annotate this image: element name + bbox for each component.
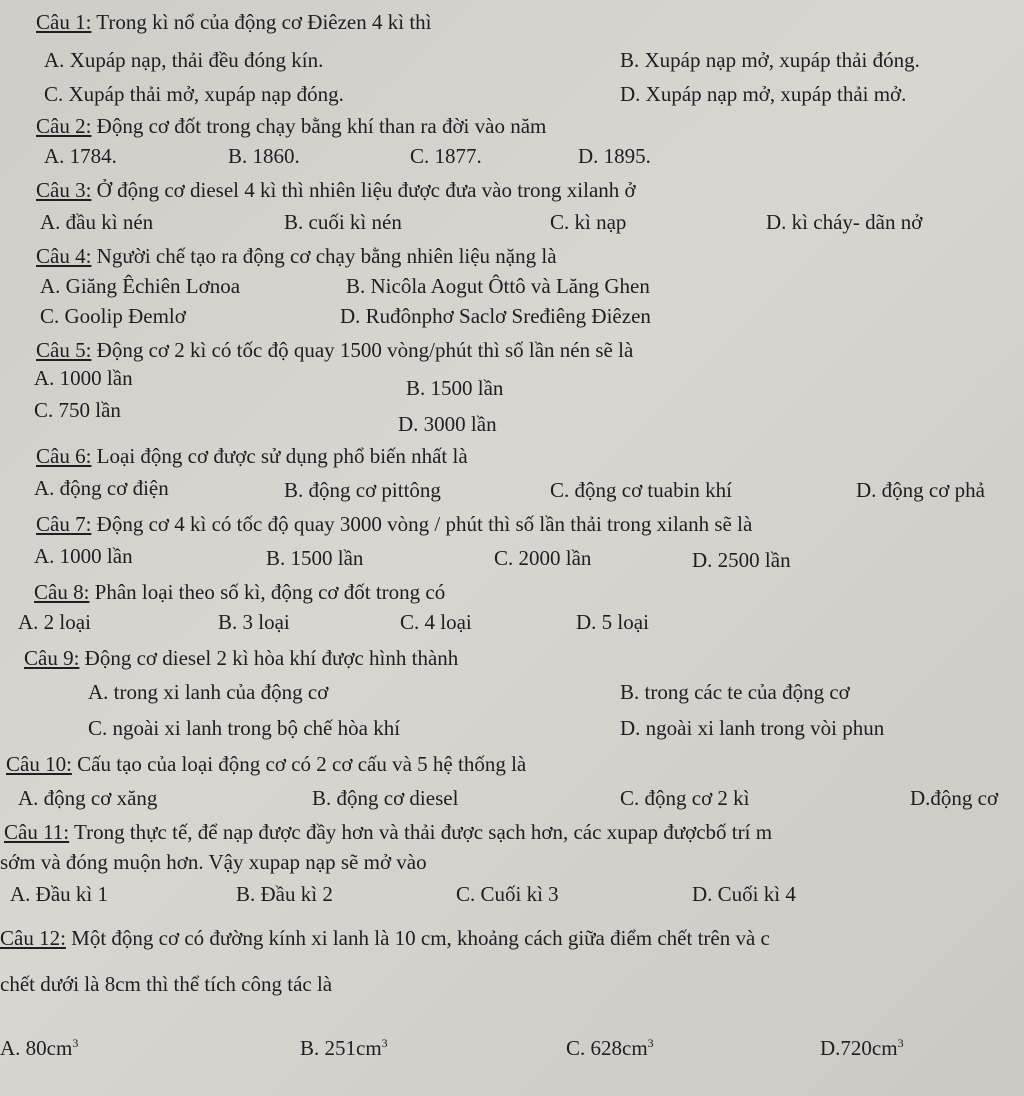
- q3-option-d: D. kì cháy- dãn nở: [766, 210, 923, 234]
- question-6: [36, 444, 468, 469]
- question-text: Trong kì nổ của động cơ Điêzen 4 kì thì: [91, 10, 432, 34]
- q3-option-a: A. đầu kì nén: [40, 210, 154, 234]
- question-text: Loại động cơ được sử dụng phổ biến nhất là: [91, 444, 468, 468]
- q2-option-a: A. 1784.: [44, 144, 117, 168]
- q7-option-a: A. 1000 lần: [34, 544, 133, 568]
- q8-option-a: A. 2 loại: [18, 610, 91, 634]
- option-text: D.720cm: [820, 1036, 898, 1060]
- q5-option-c: C. 750 lần: [34, 398, 121, 422]
- q10-option-c: C. động cơ 2 kì: [620, 786, 750, 810]
- option-text: B. 251cm: [300, 1036, 382, 1060]
- question-number: Câu 6:: [36, 444, 92, 468]
- q9-option-a: A. trong xi lanh của động cơ: [88, 680, 329, 704]
- question-2: [36, 114, 546, 139]
- q7-option-d: D. 2500 lần: [692, 548, 791, 572]
- q8-option-b: B. 3 loại: [218, 610, 290, 634]
- q11-option-d: D. Cuối kì 4: [692, 882, 796, 906]
- superscript: 3: [381, 1036, 388, 1050]
- question-12: [0, 926, 770, 951]
- q9-option-b: B. trong các te của động cơ: [620, 680, 850, 704]
- question-9: [24, 646, 458, 671]
- question-number: Câu 2:: [36, 114, 92, 138]
- question-12-continued: chết dưới là 8cm thì thể tích công tác là: [0, 972, 333, 996]
- question-3: [36, 178, 636, 203]
- q2-option-d: D. 1895.: [578, 144, 651, 168]
- q6-option-c: C. động cơ tuabin khí: [550, 478, 733, 502]
- question-11: [4, 820, 772, 845]
- question-number: Câu 4:: [36, 244, 92, 268]
- superscript: 3: [897, 1036, 904, 1050]
- q9-option-c: C. ngoài xi lanh trong bộ chế hòa khí: [88, 716, 401, 740]
- question-number: Câu 1:: [36, 10, 92, 34]
- q7-option-b: B. 1500 lần: [266, 546, 364, 570]
- question-text: Động cơ 4 kì có tốc độ quay 3000 vòng / phút thì số lần thải trong xilanh sẽ là: [91, 512, 753, 536]
- q11-option-a: A. Đầu kì 1: [10, 882, 108, 906]
- question-7: [36, 512, 752, 537]
- q8-option-d: D. 5 loại: [576, 610, 649, 634]
- q1-option-b: B. Xupáp nạp mở, xupáp thải đóng.: [620, 48, 920, 72]
- question-text: Động cơ diesel 2 kì hòa khí được hình thành: [79, 646, 459, 670]
- q4-option-d: D. Ruđônphơ Saclơ Sređiêng Điêzen: [340, 304, 651, 328]
- q10-option-a: A. động cơ xăng: [18, 786, 158, 810]
- question-text: Phân loại theo số kì, động cơ đốt trong có: [89, 580, 446, 604]
- question-11-continued: sớm và đóng muộn hơn. Vậy xupap nạp sẽ mở vào: [0, 850, 427, 874]
- q1-option-a: A. Xupáp nạp, thải đều đóng kín.: [44, 48, 324, 72]
- superscript: 3: [72, 1036, 79, 1050]
- q5-option-d: D. 3000 lần: [398, 412, 497, 436]
- q1-option-d: D. Xupáp nạp mở, xupáp thải mở.: [620, 82, 907, 106]
- question-text: Trong thực tế, để nạp được đầy hơn và thải được sạch hơn, các xupap đượcbố trí m: [69, 820, 773, 844]
- q12-option-c: [566, 1036, 654, 1061]
- question-number: Câu 9:: [24, 646, 80, 670]
- q2-option-c: C. 1877.: [410, 144, 482, 168]
- question-number: Câu 11:: [4, 820, 70, 844]
- question-number: Câu 12:: [0, 926, 66, 950]
- q12-option-b: [300, 1036, 388, 1061]
- q12-option-d: [820, 1036, 904, 1061]
- option-text: A. 80cm: [0, 1036, 73, 1060]
- superscript: 3: [647, 1036, 654, 1050]
- q6-option-a: A. động cơ điện: [34, 476, 169, 500]
- question-text: Cấu tạo của loại động cơ có 2 cơ cấu và 5 hệ thống là: [71, 752, 527, 776]
- q7-option-c: C. 2000 lần: [494, 546, 592, 570]
- q5-option-a: A. 1000 lần: [34, 366, 133, 390]
- q6-option-b: B. động cơ pittông: [284, 478, 441, 502]
- q3-option-c: C. kì nạp: [550, 210, 627, 234]
- q4-option-b: B. Nicôla Aogut Ôttô và Lăng Ghen: [346, 274, 650, 298]
- q12-option-a: [0, 1036, 78, 1061]
- q11-option-b: B. Đầu kì 2: [236, 882, 333, 906]
- q4-option-a: A. Giăng Êchiên Lơnoa: [40, 274, 241, 298]
- q10-option-d: D.động cơ: [910, 786, 999, 810]
- question-number: Câu 5:: [36, 338, 92, 362]
- question-text: Động cơ đốt trong chạy bằng khí than ra đời vào năm: [91, 114, 547, 138]
- question-text: Động cơ 2 kì có tốc độ quay 1500 vòng/phút thì số lần nén sẽ là: [91, 338, 634, 362]
- question-5: [36, 338, 633, 363]
- q2-option-b: B. 1860.: [228, 144, 300, 168]
- q10-option-b: B. động cơ diesel: [312, 786, 459, 810]
- q8-option-c: C. 4 loại: [400, 610, 472, 634]
- q4-option-c: C. Goolip Đemlơ: [40, 304, 186, 328]
- q3-option-b: B. cuối kì nén: [284, 210, 402, 234]
- q5-option-b: B. 1500 lần: [406, 376, 504, 400]
- question-text: Ở động cơ diesel 4 kì thì nhiên liệu được đưa vào trong xilanh ở: [91, 178, 636, 202]
- question-8: [34, 580, 445, 605]
- question-number: Câu 10:: [6, 752, 72, 776]
- q11-option-c: C. Cuối kì 3: [456, 882, 559, 906]
- question-number: Câu 8:: [34, 580, 90, 604]
- q1-option-c: C. Xupáp thải mở, xupáp nạp đóng.: [44, 82, 344, 106]
- question-1: [36, 10, 432, 35]
- question-10: [6, 752, 526, 777]
- question-text: Một động cơ có đường kính xi lanh là 10 cm, khoảng cách giữa điểm chết trên và c: [65, 926, 770, 950]
- question-number: Câu 7:: [36, 512, 92, 536]
- option-text: C. 628cm: [566, 1036, 648, 1060]
- question-4: [36, 244, 557, 269]
- question-text: Người chế tạo ra động cơ chạy bằng nhiên liệu nặng là: [91, 244, 557, 268]
- q9-option-d: D. ngoài xi lanh trong vòi phun: [620, 716, 885, 740]
- question-number: Câu 3:: [36, 178, 92, 202]
- q6-option-d: D. động cơ phả: [856, 478, 985, 502]
